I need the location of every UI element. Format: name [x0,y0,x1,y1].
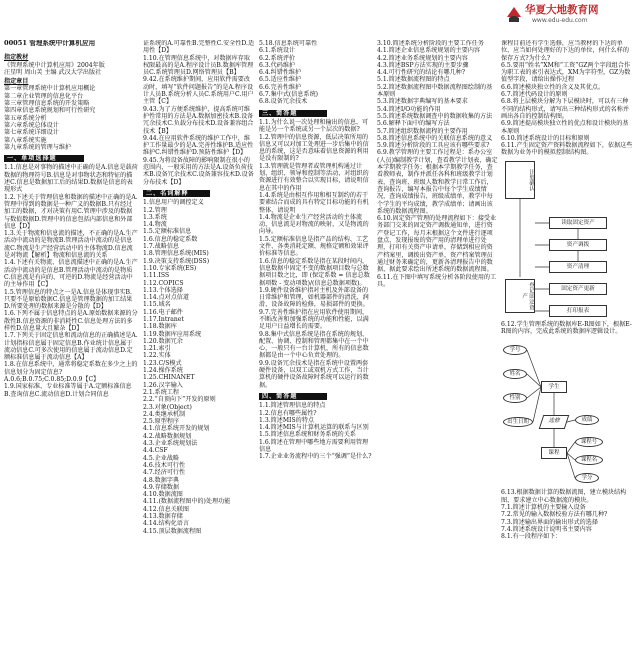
paragraph: 9.44.在应用软件系统的维护工作中，维护工作量最少的是A.完善性维护B.适应性维护C.纠错性维护D.预防性维护【D】 [143,134,254,157]
paragraph: 7.2.常见的输入数据校验方法有哪几种? [501,511,608,519]
diagram-a-node: 计划确认 [505,161,535,199]
paragraph: 1.5.定额标准信息是指产品的结构、工艺文件、各类消耗定额、规格定额和效果评价标准等信息。 [259,235,369,258]
paragraph: 6.3.代码维护 [259,61,296,69]
section-heading: 三、简答题 [259,110,327,117]
paragraph: 6.11.产生固定资产资料数据流程如下，依据这些数据为业务中的模拟控制结构图。 [501,142,633,157]
paragraph: 4.3.简述BSP方法实现的主要步骤 [377,61,469,69]
logo-mark-icon [506,5,522,23]
paragraph: 4.3.企业系统规划法 [143,440,198,448]
paragraph: 6.1.系统设计 [259,47,296,55]
brand-name: 华夏大地教育网 [525,4,599,16]
paragraph: 1.14.点对点信道 [143,294,189,302]
paragraph: 6.6.简述模块独立性的含义及其优点。 [501,83,605,91]
paragraph: 5.6.解释下面中的编写方法 [377,120,450,128]
paragraph: 9.43.为了方便系统维护，提高系统可维护性常用的方法是A.数据加密技术B.设备冗余技术C.负载分布技术D.设备兼容组合技术【B】 [143,105,254,135]
paragraph: 第一章管理系统中计算机应用概论 [4,85,96,93]
paragraph: 1.1.简述管理信息的特点 [259,402,326,410]
paragraph: 5.8.简述信息系统中的关联信息系统的意义 [377,134,493,142]
paragraph: 6.8.设备冗余技术 [259,98,308,106]
diagram-b-lines [501,337,631,487]
paragraph: 4.9.存储数据 [143,483,180,491]
paragraph: 4.13.数据存储 [143,513,183,520]
column-5 [501,40,634,658]
paragraph: 6.11.在下图中填写系统分析各阶段使用的工具。 [377,273,497,288]
paragraph: 1.2.管理中的信息资源，低层决策所用的信息又可以对加工处理进一步后集中的信息的系统，这是否意味着信息资源的利用是没有限制的? [259,133,369,163]
er-diagram [501,337,634,487]
paragraph: 6.2.系统评价 [259,54,296,62]
paragraph: 第二章企业管理的信息化平台 [4,92,84,100]
paragraph: 8.1.有一段程序如下： [501,533,562,541]
paragraph: 1.11.ISS [143,272,170,280]
paragraph: 9.45.为将设备故障的影响限制在很小的范围内，一般采用的方法是A.设备负荷技术B.设备冗余技术C.设备兼容技术D.设备分布技术【D】 [143,156,254,186]
diagram-b-attribute: 姓名 [503,369,527,379]
diagram-b-attribute: 性别 [503,393,527,403]
paragraph: 1.4.简述MIS与计算机运算的联系与区别 [259,424,369,432]
paragraph: 1.2.管理 [143,206,167,214]
paragraph: 1.10.在管理信息系统中，对数据库存取权限最高的是A.程序设计员B.数据库管理员C.系统管理员D.网络管理员【B】 [143,54,254,77]
paragraph: 1.2.信息有哪些属性? [259,409,317,417]
paragraph: 6.10.固定资产管理的处理流程如下：接受业务部门交来的固定资产调拨通知单，进行资产登记工作，每月末根据这个文件进行逐项盘点，发现报废的资产用的清理单进行处理，打印有关资产申请单，存储到相应的资产档案里，调拨出资产单，资产档案管理员通过财务来确定的，更新各清理报告中的数据，据此要求绘出所述系统的数据流程图。 [377,215,497,274]
paragraph: 1.17.Intranet [143,315,184,323]
paragraph: 1.3.简述MIS的特点 [259,416,314,424]
diagram-b-entity: 学生 [541,381,567,393]
paragraph: 3.10.简述系统分析阶段的主要工作任务 [377,40,484,47]
paragraph: 4.10.数据流图 [143,491,183,499]
paragraph: 1.3.关于物流和信息流的描述，不正确的是A.生产活动中流动的是物流B.管理活动中流动的是信息流C.物流是生产经营活动中的主体物流D.信息流是对物流【解析】物流和信息流的关系 [4,230,138,260]
diagram-b-attribute: 出生日期 [503,417,533,427]
paragraph: 1.5.简述信息系统和财务系统的关系 [259,431,356,439]
diagram-a-node: 读取固定资产 [549,217,607,229]
paragraph: 1.18.数据库 [143,323,177,331]
paragraph: 1.10.专家系统(ES) [143,264,197,272]
paragraph: 1.1.为什么说一次处理和输出的信息，可能是另一个系统或另一个层次的数据? [259,118,369,134]
paragraph: 6.8.将上层模块分解为下层模块时，可以有三种不同的结构形式，请写出三种结构形式的名称并画出各自的控制结构图。 [501,98,629,120]
paragraph: 6.6.完善性维护 [259,83,302,91]
brand-url: www.edu-edu.com [532,17,588,24]
column-1 [4,40,138,658]
paragraph: 1.3.系统 [143,213,167,221]
asset-flow-diagram [501,159,634,319]
paragraph: 6.5.要用“姓名”XM和“工资”GZ两个字段组合作为职工表的索引表达式，XM为字符型，GZ为数值型字段，请给出操作过程 [501,61,631,84]
paragraph: 1.15.域名 [143,301,171,309]
paragraph: 2.2.“自顶向下”开发的原则 [143,396,216,404]
paragraph: 1.5.定额标准信息 [143,228,192,236]
diagram-a-node: 固定资产更新 [549,283,607,295]
paragraph: 1.4.物流是企业生产经营活动的主体流动，信息流是对物流的映射，又是物流的向导。 [259,213,369,236]
section-heading: 四、简答题 [259,393,327,400]
paragraph: 1.9.硬件设备维护指对主机及外部设备的日常维护和管理，如机器部件的清洗、润滑，设备故障的检修，易损部件的更换。 [259,286,369,309]
paragraph: 5.1.简述数据流程图的特点 [377,76,450,84]
diagram-a-node: 资产清理 [549,261,607,273]
paragraph: 1.2.下述关于管理信息和数据的描述中正确的是A.管理中得到的数据是一种广义的数据B.只有经过加工的数据，才对决策有用C.管理中涉及的数据与数值数据D.管理中的信息包括内部信息和外部信息【D】 [4,193,138,230]
paragraph: 4.4.可行性研究的结论有哪几种? [377,69,466,77]
paragraph: 1.25.CHINANET [143,374,195,382]
paragraph: 4.2.简述业务系统规划的主要内容 [377,54,468,62]
paragraph: 1.7.企业业务流程中的三个“强调”是什么? [259,453,372,461]
paragraph: 6.4.纠错性维护 [259,69,302,77]
paragraph: 4.5.企业战略 [143,454,180,462]
subheading: 指定教材 [4,54,29,62]
paragraph: 5.4.简述I/O功能的作用 [377,105,441,113]
paragraph: 第五章系统分析 [4,114,47,122]
diagram-b-attribute: 成绩 [575,415,599,425]
paragraph: 4.1.信息系统开发的规划 [143,425,210,433]
paragraph: 第八章系统实施 [4,136,47,144]
paragraph: 1.19.数据库应用系统 [143,330,202,338]
paragraph: 1.26.汉字输入 [143,381,183,389]
paragraph: 证系统的A.可靠性B.完整性C.安全性D.适用性【D】 [143,40,255,55]
diagram-a-node: 资产调拨 [549,239,607,251]
paragraph: 7.1.简述计算机的主要输入设备 [501,503,586,511]
diagram-b-entity: 课程 [541,447,567,459]
paragraph: 7.3.简述输出界面的输出形式的选择 [501,518,598,526]
paragraph: 4.2.战略数据规划 [143,432,192,440]
paragraph: 4.8.数据字典 [143,476,180,484]
brand-logo[interactable] [506,4,632,28]
paragraph: 4.11.(数据流程图中的)处理功能 [143,498,231,506]
paragraph: 6.7.简述代码设计的原则 [501,91,568,99]
diagram-b-relation: 选修 [539,415,570,429]
paragraph: 4.6.技术可行性 [143,461,186,469]
paragraph: 6.5.适应性维护 [259,76,302,84]
paragraph: 1.8.在信息系统中，通常将稳定系数在多少之上的信息划分为固定信息?A.0.6;B.0.75;C.0.85;D.0.9【C】 [4,361,138,384]
diagram-b-attribute: 学分 [575,473,599,483]
paragraph: 5.3.简述数据字典编写的基本要求 [377,98,468,106]
paragraph: 1.6.简述在管理中哪些地方需要利用管理信息 [259,438,369,454]
paragraph: 4.7.经济可行性 [143,469,186,477]
paragraph: 1.16.电子邮件 [143,308,183,316]
paragraph: 7.4.简述系统设计说明书主要内容 [501,525,592,533]
paragraph: 1.9.决策支持系统(DSS) [143,257,210,265]
paragraph: 1.4.物流 [143,221,167,229]
paragraph: 1.22.实体 [143,352,171,360]
document-title: 00051 管理系统中计算机应用 [4,40,96,47]
paragraph: 1.7.下列关于固定信息和流动信息的正确描述是A.计划指标信息属于固定信息B.作业统计信息属于流动信息C.可多次使用的信息属于流动信息D.定额标准信息属于流动信息【A】 [4,332,138,362]
paragraph: 4.15.顶层数据流程图 [143,527,202,535]
paragraph: 第七章系统详细设计 [4,129,59,137]
paragraph: 1.6.信息的稳定系数 [143,235,198,243]
paragraph: 6.9.教学管理的主要工作过程是：系办公室(人员)编制教学计划，查看教学计划表，确定本学期教学任务；根据本学期教学任务，查看教师表，制作并派任各科和班级教学计划表，查询班、班级人数和教学日常工作后，查询报告，编写本报告中每个学生成绩情况，查询成绩报告，班级成绩单，教学中每个学生的平均成绩，教学成绩单；请画出该系统的数据流程图。 [377,149,498,215]
paragraph: 9.7.完善性维护指在应用软件使用期间，不断改善和加强系统的功能和性能，以满足用户日益增长的需要。 [259,308,369,331]
paragraph: 1.13.个体选择 [143,286,183,294]
section-heading: 一、单项选择题 [4,155,84,162]
paragraph: 《管理系统中计算机应用》2004年版 [4,61,105,69]
diagram-a-node: 打印报表 [549,305,607,317]
paragraph: 1.20.数据冗余 [143,337,183,345]
paragraph: 6.9.简述提高模块独立性的优点和设计模块的基本原则 [501,120,629,135]
paragraph: 6.7.集中式(信息系统) [259,91,319,99]
paragraph: 1.6.下列不属于信息特点的是A.原始数据来源的分散性B.信息资源的非消耗性C.信息处理方法的多样性D.信息量大且繁杂【D】 [4,310,138,332]
paragraph: 1.21.索引 [143,345,171,353]
paragraph: 4.12.信息关联图 [143,505,189,513]
paragraph: 5.9.简述分析阶段的工具应该有哪些要求? [377,142,490,150]
paragraph: 第六章系统总体设计 [4,121,59,129]
paragraph: 5.5.简述系统数据调查中的数据收集的方法 [377,112,493,120]
paragraph: 1.4.下述有关物流、信息流描述中正确的是A.生产活动中流动的是信息B.管理活动中流动的是物质C.信息流是有向的、可逆的D.物流是经营活动中的主导作用【C】 [4,259,138,289]
diagram-b-attribute: 学号 [503,345,527,355]
paragraph: 1.5.管理信息的特点之一是A.信息是体现事实B.只要不是原始数据C.信息是管理数据的加工结果D.所要处理的数据来源是分散的【D】 [4,288,133,311]
paragraph: 第三章管理信息系统的开发策略 [4,100,90,108]
paragraph: 1.6.信息的稳定系数是指在某段时间内，信息数据中固定不变的数据项目数与总数据项目数之比，即 (保定系数 = 信息总数据项数 - 变动项数)/(信息总数据项数)。 [259,257,370,287]
section-heading: 二、名词解释 [143,190,210,197]
paragraph: 第四章信息系统规划和可行性研究 [4,107,96,115]
paragraph: 2.3.对象(Object) [143,403,192,411]
paragraph: 1.9.国家标准、专业标准等属于A.定额标准信息B.查询信息C.流动信息D.计划合同信息 [4,383,132,398]
paragraph: 9.42.在系统维护期间，应用软件需要改动时，填写“软件问题报告”的是A.程序设计人员B.系统分析人员C.系统用户C.用户主管【C】 [143,76,254,106]
paragraph: 2.1.系统工程 [143,388,180,396]
paragraph: 2.5.原型程序 [143,418,180,426]
diagram-b-attribute: 课程号 [575,437,603,447]
paragraph: 1.23.C/S模式 [143,359,182,367]
paragraph: 6.10.简述系统设计的目标和原则 [501,134,590,142]
paragraph: 汪星明 周山芙 主编 武汉大学出版社 [4,68,102,76]
paragraph: 5.18.信息系统可靠性 [259,40,318,47]
column-4 [377,40,498,658]
subheading: 指定章目 [4,78,29,86]
paragraph: 4.1.简述企业信息系统规划的主要内容 [377,47,481,55]
paragraph: 4.14.结构化语言 [143,520,189,528]
paragraph: 1.8.管理信息系统(MIS) [143,250,209,258]
paragraph: 1.3.管理就是管理者或管理机构通过计划、组织、领导和控制等活动，对组织的资源进行有效整合以实现目标，请说明信息在其中的作用 [259,162,369,192]
paragraph: 1.1.信息是对事物的描述中正确的是A.信息是载荷数据的物理符号B.信息是对事物状态和特征的描述C.信息是数据加工后的结果D.数据是信息的表现形式 [4,164,138,194]
paragraph: 1.7.战略信息 [143,243,180,251]
paragraph: 课程目前还有学生选修，应当教材的下达的单位，应当如何处理好的下达的单位，何什么样的保存方式?为什么? [501,40,629,62]
diagram-a-node: 登记固定资产 [505,279,535,313]
paragraph: 1.信息用户的调控定义 [143,199,204,207]
column-2 [143,40,255,658]
paragraph: 2.4.类继承机制 [143,410,186,418]
paragraph: 4.4.CSF [143,447,168,455]
paragraph: 1.4.系统是由相互作用和相互制约的若干要素结合而成的具有特定目标功能的有机整体，请说明 [259,191,369,214]
paragraph: 1.12.COPICS [143,279,184,287]
paragraph: 6.13.根据数据计算的数据流图，建立模块结构图，要求建立中心数据流的模块。 [501,489,627,504]
paragraph: 9.8.集中式信息系统是指在系统的规划、配置、协调、控制和管理都集中在一个中心，一般只有一台计算机，所有的信息数据都是由一个中心负责处理的。 [259,330,369,360]
paragraph: 1.24.操作系统 [143,367,183,375]
paragraph: 5.2.简述数据流程图中数据流程图绘制的基本原则 [377,83,493,99]
paragraph: 6.12.学生管理系统的数据库E-R图如下，根据E-R图的内容，完成此系统的数据库逻辑设计。 [501,320,632,336]
column-3 [259,40,373,658]
diagram-b-attribute: 课程名 [575,455,603,465]
paragraph: 9.9.设备冗余技术是指在系统中设置两套硬件设备，以双工或双机方式工作，当计算机的硬件设备故障时系统可以运行的数据。 [259,359,369,389]
paragraph: 第九章系统的管理与维护 [4,143,72,151]
paragraph: 5.7.简述组织数据流程的主要作用 [377,127,468,135]
